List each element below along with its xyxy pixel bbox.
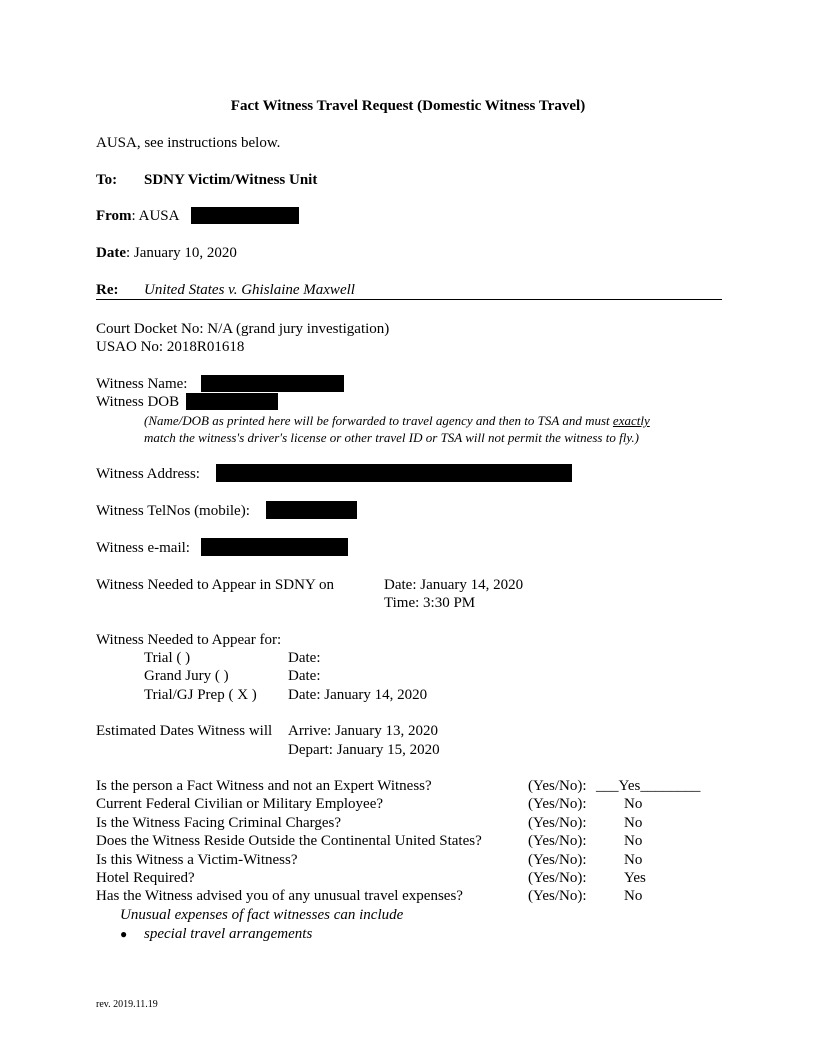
question-answer: No xyxy=(624,888,643,904)
witness-id-note-text: (Name/DOB as printed here will be forwarded to travel agency and then to TSA and must xyxy=(144,413,613,428)
appear-for-date: Date: xyxy=(288,668,321,684)
redaction-witness-name xyxy=(201,375,344,392)
re-label: Re: xyxy=(96,282,119,298)
question-text: Has the Witness advised you of any unusual travel expenses? xyxy=(96,888,463,904)
question-yes-no: (Yes/No): xyxy=(528,833,587,849)
depart-date: Depart: January 15, 2020 xyxy=(288,742,440,758)
question-answer: No xyxy=(624,833,643,849)
question-answer: No xyxy=(624,815,643,831)
unusual-expenses-heading: Unusual expenses of fact witnesses can include xyxy=(120,907,404,923)
question-text: Current Federal Civilian or Military Employee? xyxy=(96,796,384,812)
witness-id-note-line2: match the witness's driver's license or other travel ID or TSA will not permit the witness to fly.) xyxy=(144,430,639,445)
appear-for-item: Trial ( ) xyxy=(144,650,191,666)
to-label: To: xyxy=(96,172,118,188)
redaction-witness-email xyxy=(201,538,348,556)
question-text: Is the person a Fact Witness and not an Expert Witness? xyxy=(96,778,432,794)
estimated-dates-label: Estimated Dates Witness will xyxy=(96,723,273,739)
witness-email-label: Witness e-mail: xyxy=(96,540,190,556)
question-yes-no: (Yes/No): xyxy=(528,778,587,794)
date-label: Date xyxy=(96,245,126,261)
usao-number: USAO No: 2018R01618 xyxy=(96,339,245,355)
re-value: United States v. Ghislaine Maxwell xyxy=(144,282,355,298)
from-line xyxy=(96,207,179,225)
question-yes-no: (Yes/No): xyxy=(528,852,587,868)
appear-for-item: Grand Jury ( ) xyxy=(144,668,229,684)
redaction-witness-dob xyxy=(186,393,278,410)
question-answer: No xyxy=(624,852,643,868)
question-yes-no: (Yes/No): xyxy=(528,796,587,812)
question-text: Hotel Required? xyxy=(96,870,195,886)
question-answer: Yes xyxy=(624,870,646,886)
redaction-from xyxy=(191,207,299,224)
question-text: Is this Witness a Victim-Witness? xyxy=(96,852,298,868)
revision-footer: rev. 2019.11.19 xyxy=(96,999,158,1010)
question-yes-no: (Yes/No): xyxy=(528,815,587,831)
witness-tel-label: Witness TelNos (mobile): xyxy=(96,503,250,519)
question-yes-no: (Yes/No): xyxy=(528,888,587,904)
header-divider xyxy=(96,299,722,300)
date-value: : January 10, 2020 xyxy=(126,245,237,261)
question-answer: No xyxy=(624,796,643,812)
question-text: Is the Witness Facing Criminal Charges? xyxy=(96,815,342,831)
question-text: Does the Witness Reside Outside the Continental United States? xyxy=(96,833,482,849)
from-label: From xyxy=(96,208,132,224)
witness-address-label: Witness Address: xyxy=(96,466,200,482)
bullet-icon: ● xyxy=(120,927,128,941)
appear-for-label: Witness Needed to Appear for: xyxy=(96,632,282,648)
arrive-date: Arrive: January 13, 2020 xyxy=(288,723,438,739)
page-title: Fact Witness Travel Request (Domestic Witness Travel) xyxy=(230,98,586,114)
question-answer: ___Yes________ xyxy=(596,778,701,794)
appear-for-item: Trial/GJ Prep ( X ) xyxy=(144,687,257,703)
appear-date: Date: January 14, 2020 xyxy=(384,577,524,593)
appear-for-date: Date: January 14, 2020 xyxy=(288,687,428,703)
appear-time: Time: 3:30 PM xyxy=(384,595,476,611)
unusual-expense-item: special travel arrangements xyxy=(144,926,313,942)
appear-sdny-label: Witness Needed to Appear in SDNY on xyxy=(96,577,334,593)
intro-text: AUSA, see instructions below. xyxy=(96,135,281,151)
appear-for-date: Date: xyxy=(288,650,321,666)
redaction-witness-tel xyxy=(266,501,357,519)
redaction-witness-address xyxy=(216,464,572,482)
witness-id-note-line1 xyxy=(144,412,650,429)
witness-dob-label: Witness DOB xyxy=(96,394,180,410)
from-value: : AUSA xyxy=(131,208,180,224)
to-value: SDNY Victim/Witness Unit xyxy=(144,172,318,188)
witness-id-note-emphasis: exactly xyxy=(612,413,650,428)
date-line xyxy=(96,244,237,262)
question-yes-no: (Yes/No): xyxy=(528,870,587,886)
witness-name-label: Witness Name: xyxy=(96,376,188,392)
court-docket: Court Docket No: N/A (grand jury investigation) xyxy=(96,321,390,337)
